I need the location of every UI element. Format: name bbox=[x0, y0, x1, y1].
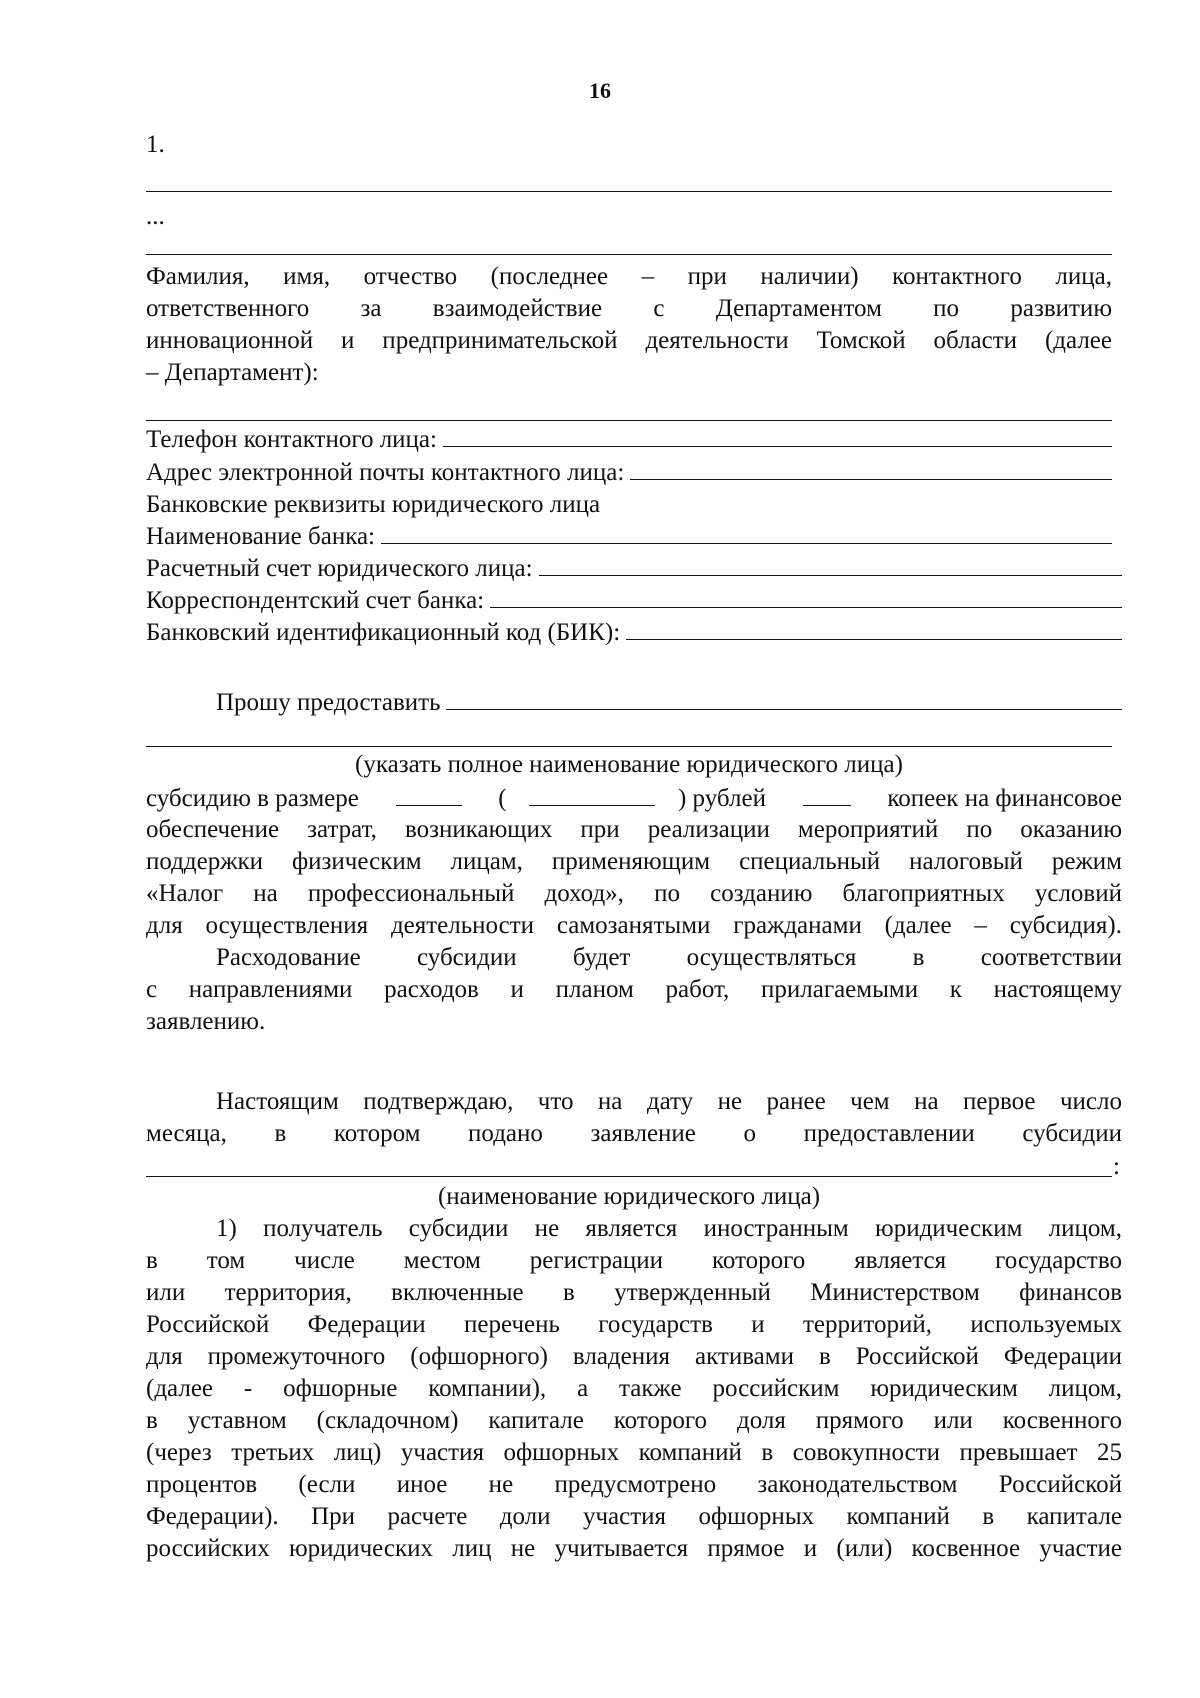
email-label: Адрес электронной почты контактного лица: bbox=[146, 459, 625, 486]
bank-name-field bbox=[146, 522, 1112, 552]
spending-line: с направлениями расходов и планом работ, прилагаемыми к настоящему bbox=[146, 976, 1122, 1003]
request-field bbox=[216, 688, 1122, 718]
paragraph-line: или территория, включенные в утвержденный Министерством финансов bbox=[146, 1279, 1122, 1306]
rubles-label: ) рублей bbox=[677, 785, 766, 812]
kopecks-label: копеек на финансовое bbox=[887, 785, 1122, 812]
spending-line: Расходование субсидии будет осуществляться в соответствии bbox=[216, 944, 1122, 971]
phone-blank[interactable] bbox=[443, 426, 1112, 447]
kopecks-blank[interactable] bbox=[803, 783, 851, 806]
paragraph-line: Федерации). При расчете доли участия офшорных компаний в капитале bbox=[146, 1503, 1122, 1530]
bik-blank[interactable] bbox=[626, 619, 1122, 640]
paragraph-line: в уставном (складочном) капитале которого доля прямого или косвенного bbox=[146, 1407, 1122, 1434]
page-number: 16 bbox=[589, 78, 611, 103]
phone-label: Телефон контактного лица: bbox=[146, 426, 437, 453]
bank-name-label: Наименование банка: bbox=[146, 523, 376, 550]
confirm-line: Настоящим подтверждаю, что на дату не ранее чем на первое число bbox=[216, 1088, 1122, 1115]
spending-line: заявлению. bbox=[146, 1008, 266, 1035]
email-blank[interactable] bbox=[630, 459, 1112, 480]
account-blank[interactable] bbox=[539, 555, 1122, 576]
org-name-hint-2: (наименование юридического лица) bbox=[437, 1183, 821, 1210]
blank-line bbox=[146, 746, 1112, 747]
paragraph-line: для промежуточного (офшорного) владения активами в Российской Федерации bbox=[146, 1343, 1122, 1370]
bik-field bbox=[146, 618, 1122, 648]
paragraph-line: (через третьих лиц) участия офшорных компаний в совокупности превышает 25 bbox=[146, 1439, 1122, 1466]
email-field bbox=[146, 458, 1112, 488]
blank-line bbox=[146, 191, 1112, 192]
paragraph-line: российских юридических лиц не учитывается прямое и (или) косвенное участие bbox=[146, 1535, 1122, 1562]
subsidy-text-line: поддержки физическим лицам, применяющим специальный налоговый режим bbox=[146, 848, 1122, 875]
corr-account-field bbox=[146, 586, 1122, 616]
request-blank[interactable] bbox=[446, 689, 1122, 710]
open-paren: ( bbox=[498, 785, 507, 812]
corr-account-blank[interactable] bbox=[490, 587, 1122, 608]
confirm-line: месяца, в котором подано заявление о предоставлении субсидии bbox=[146, 1120, 1122, 1147]
subsidy-amount-line bbox=[146, 783, 1122, 814]
subsidy-text-line: для осуществления деятельности самозанятыми гражданами (далее – субсидия). bbox=[146, 912, 1122, 939]
ellipsis: ... bbox=[146, 203, 165, 230]
bank-name-blank[interactable] bbox=[381, 523, 1112, 544]
item-number: 1. bbox=[146, 131, 165, 158]
paragraph-line: Российской Федерации перечень государств и территорий, используемых bbox=[146, 1311, 1122, 1338]
bik-label: Банковский идентификационный код (БИК): bbox=[146, 619, 621, 646]
subsidy-text-line: обеспечение затрат, возникающих при реализации мероприятий по оказанию bbox=[146, 816, 1122, 843]
blank-line bbox=[146, 420, 1112, 421]
paragraph-line: (далее - офшорные компании), а также российским юридическим лицом, bbox=[146, 1375, 1122, 1402]
paragraph-line: в том числе местом регистрации которого является государство bbox=[146, 1247, 1122, 1274]
account-label: Расчетный счет юридического лица: bbox=[146, 555, 533, 582]
paragraph-line: 1) получатель субсидии не является иностранным юридическим лицом, bbox=[216, 1215, 1122, 1242]
org-name-hint: (указать полное наименование юридического лица) bbox=[355, 751, 903, 778]
amount-blank[interactable] bbox=[396, 783, 462, 806]
request-label: Прошу предоставить bbox=[216, 689, 441, 716]
paragraph-line: процентов (если иное не предусмотрено законодательством Российской bbox=[146, 1471, 1122, 1498]
contact-person-line: – Департамент): bbox=[146, 359, 319, 386]
org-name-blank[interactable] bbox=[146, 1176, 1112, 1177]
confirm-colon: : bbox=[1113, 1153, 1120, 1180]
subsidy-label: субсидию в размере bbox=[146, 785, 359, 812]
account-field bbox=[146, 554, 1122, 584]
blank-line bbox=[146, 254, 1112, 255]
bank-details-heading: Банковские реквизиты юридического лица bbox=[146, 491, 601, 518]
amount-words-blank[interactable] bbox=[529, 783, 655, 806]
contact-person-line: инновационной и предпринимательской деятельности Томской области (далее bbox=[146, 327, 1112, 354]
contact-person-line: ответственного за взаимодействие с Департаментом по развитию bbox=[146, 295, 1112, 322]
corr-account-label: Корреспондентский счет банка: bbox=[146, 587, 485, 614]
phone-field bbox=[146, 425, 1112, 455]
contact-person-line: Фамилия, имя, отчество (последнее – при наличии) контактного лица, bbox=[146, 263, 1112, 290]
subsidy-text-line: «Налог на профессиональный доход», по созданию благоприятных условий bbox=[146, 880, 1122, 907]
